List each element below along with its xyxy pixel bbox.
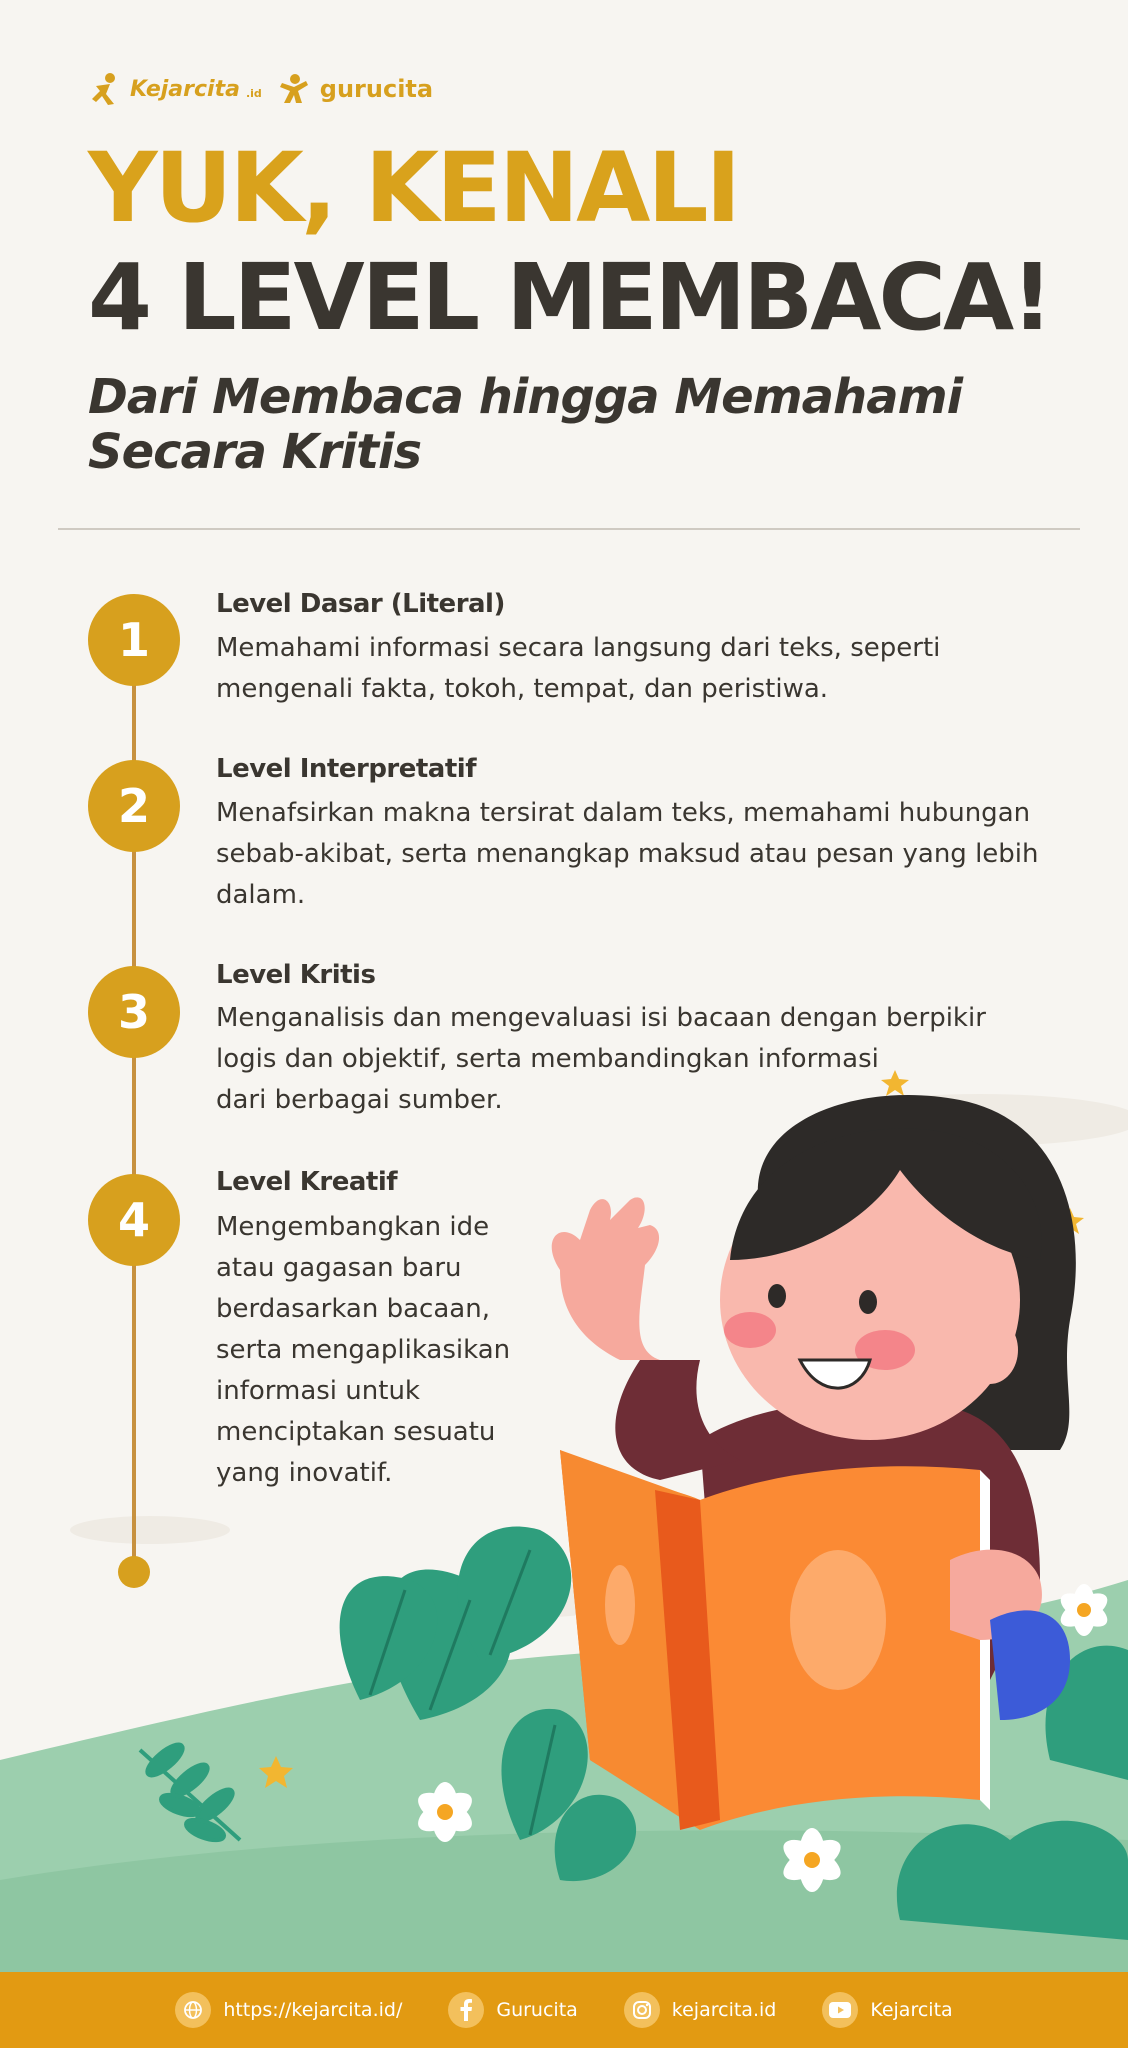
kejarcita-logo-text: Kejarcita: [130, 76, 240, 102]
level-3-desc-line: Menganalisis dan mengevaluasi isi bacaan dengan berpikir: [216, 1003, 986, 1033]
youtube-channel: Kejarcita: [870, 1999, 953, 2021]
headline-line2: 4 LEVEL MEMBACA!: [88, 244, 1051, 351]
level-4-description: [216, 1207, 510, 1494]
facebook-link[interactable]: [448, 1992, 577, 2028]
website-url: https://kejarcita.id/: [223, 1999, 403, 2021]
level-2-desc-line: Menafsirkan makna tersirat dalam teks, memahami hubungan: [216, 798, 1031, 828]
level-4-badge: 4: [88, 1174, 180, 1266]
level-4-desc-line: yang inovatif.: [216, 1458, 393, 1488]
level-4-desc-line: menciptakan sesuatu: [216, 1417, 496, 1447]
level-2-badge: 2: [88, 760, 180, 852]
globe-icon: [175, 1992, 211, 2028]
level-1-desc-line: Memahami informasi secara langsung dari teks, seperti: [216, 633, 941, 663]
website-link[interactable]: [175, 1992, 402, 2028]
level-1-title: Level Dasar (Literal): [216, 589, 505, 619]
brand-logos: [92, 72, 433, 106]
facebook-name: Gurucita: [496, 1999, 578, 2021]
subheadline: [88, 370, 962, 480]
youtube-link[interactable]: [822, 1992, 952, 2028]
level-4-desc-line: atau gagasan baru: [216, 1253, 462, 1283]
instagram-handle: kejarcita.id: [671, 1999, 777, 2021]
level-4-desc-line: berdasarkan bacaan,: [216, 1294, 490, 1324]
youtube-icon: [822, 1992, 858, 2028]
level-3-title: Level Kritis: [216, 960, 376, 990]
level-4-desc-line: serta mengaplikasikan: [216, 1335, 511, 1365]
timeline-end-dot: [118, 1556, 150, 1588]
level-3-badge: 3: [88, 966, 180, 1058]
level-4-title: Level Kreatif: [216, 1167, 398, 1197]
level-3-desc-line: logis dan objektif, serta membandingkan informasi: [216, 1044, 879, 1074]
gurucita-figure-icon: [280, 73, 310, 105]
instagram-icon: [624, 1992, 660, 2028]
kejarcita-logo-suffix: .id: [245, 86, 262, 100]
level-3-description: [216, 998, 986, 1121]
level-1-badge: 1: [88, 594, 180, 686]
facebook-icon: [448, 1992, 484, 2028]
level-4-desc-line: Mengembangkan ide: [216, 1212, 490, 1242]
headline-line1: YUK, KENALI: [88, 132, 739, 244]
level-3-desc-line: dari berbagai sumber.: [216, 1085, 503, 1115]
level-2-desc-line: sebab-akibat, serta menangkap maksud atau pesan yang lebih: [216, 839, 1039, 869]
subheadline-line2: Secara Kritis: [88, 424, 422, 481]
header-divider: [58, 528, 1080, 530]
level-4-desc-line: informasi untuk: [216, 1376, 420, 1406]
instagram-link[interactable]: [624, 1992, 777, 2028]
footer-bar: [0, 1972, 1128, 2048]
kejarcita-figure-icon: [92, 72, 120, 106]
level-2-title: Level Interpretatif: [216, 754, 477, 784]
level-1-description: [216, 628, 940, 710]
level-2-description: [216, 793, 1039, 916]
level-1-desc-line: mengenali fakta, tokoh, tempat, dan peristiwa.: [216, 674, 829, 704]
gurucita-logo-text: gurucita: [319, 75, 434, 103]
subheadline-line1: Dari Membaca hingga Memahami: [88, 369, 963, 425]
level-2-desc-line: dalam.: [216, 880, 306, 910]
